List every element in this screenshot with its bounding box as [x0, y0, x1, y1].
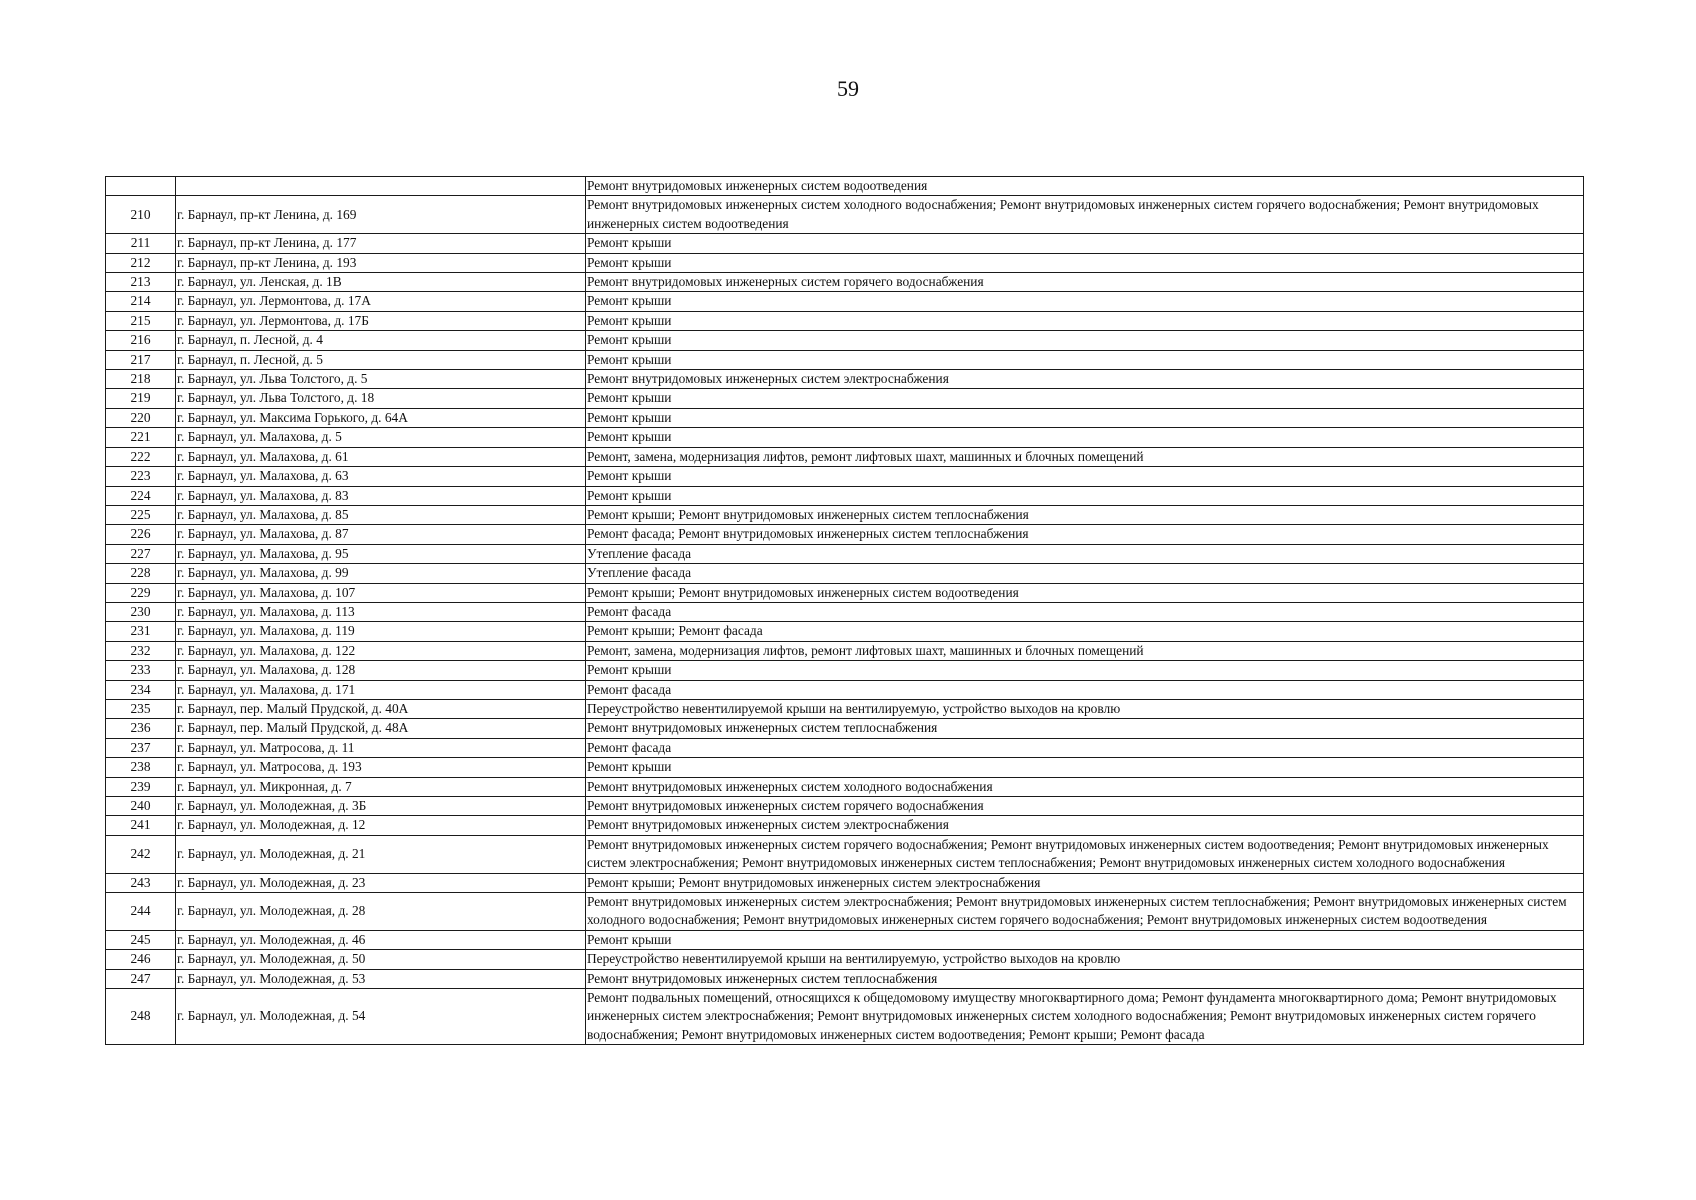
row-number: 219 [106, 389, 176, 408]
row-address: г. Барнаул, ул. Малахова, д. 95 [176, 544, 586, 563]
row-work-type: Ремонт крыши; Ремонт внутридомовых инженерных систем электроснабжения [586, 873, 1584, 892]
table-row [106, 893, 1584, 931]
row-number: 242 [106, 835, 176, 873]
row-work-type: Ремонт внутридомовых инженерных систем горячего водоснабжения; Ремонт внутридомовых инженерных систем водоотведения; Ремонт внутридомовых инженерных систем электроснабжения; Ремонт внутридомовых инженерных систем теплоснабжения; Ремонт внутридомовых инженерных систем холодного водоснабжения [586, 835, 1584, 873]
row-work-type: Ремонт, замена, модернизация лифтов, ремонт лифтовых шахт, машинных и блочных помещений [586, 641, 1584, 660]
table-row [106, 930, 1584, 949]
table-row [106, 177, 1584, 196]
row-number: 220 [106, 408, 176, 427]
row-address: г. Барнаул, пер. Малый Прудской, д. 48А [176, 719, 586, 738]
row-number: 221 [106, 428, 176, 447]
page-number: 59 [837, 76, 859, 101]
row-work-type: Ремонт, замена, модернизация лифтов, ремонт лифтовых шахт, машинных и блочных помещений [586, 447, 1584, 466]
row-number: 230 [106, 602, 176, 621]
table-row [106, 989, 1584, 1045]
row-address: г. Барнаул, ул. Молодежная, д. 53 [176, 969, 586, 988]
row-address: г. Барнаул, пр-кт Ленина, д. 177 [176, 234, 586, 253]
row-address: г. Барнаул, ул. Малахова, д. 5 [176, 428, 586, 447]
row-work-type: Ремонт фасада [586, 738, 1584, 757]
row-address: г. Барнаул, ул. Лермонтова, д. 17А [176, 292, 586, 311]
table-row [106, 389, 1584, 408]
row-address: г. Барнаул, ул. Молодежная, д. 12 [176, 816, 586, 835]
row-work-type: Ремонт крыши [586, 292, 1584, 311]
row-work-type: Ремонт внутридомовых инженерных систем теплоснабжения [586, 719, 1584, 738]
row-number: 227 [106, 544, 176, 563]
table-row [106, 797, 1584, 816]
table-row [106, 969, 1584, 988]
table-row [106, 661, 1584, 680]
row-address [176, 177, 586, 196]
row-work-type: Ремонт внутридомовых инженерных систем холодного водоснабжения [586, 777, 1584, 796]
row-work-type: Ремонт фасада [586, 680, 1584, 699]
row-address: г. Барнаул, пр-кт Ленина, д. 169 [176, 196, 586, 234]
row-number: 213 [106, 273, 176, 292]
row-work-type: Ремонт крыши [586, 311, 1584, 330]
table-row [106, 873, 1584, 892]
table-row [106, 525, 1584, 544]
row-address: г. Барнаул, ул. Малахова, д. 83 [176, 486, 586, 505]
row-number: 218 [106, 370, 176, 389]
row-number: 226 [106, 525, 176, 544]
row-number: 231 [106, 622, 176, 641]
row-work-type: Ремонт крыши [586, 930, 1584, 949]
row-number: 225 [106, 505, 176, 524]
row-number: 216 [106, 331, 176, 350]
row-address: г. Барнаул, ул. Матросова, д. 193 [176, 758, 586, 777]
table-row [106, 641, 1584, 660]
row-work-type: Ремонт крыши [586, 758, 1584, 777]
row-address: г. Барнаул, ул. Малахова, д. 107 [176, 583, 586, 602]
table-row [106, 467, 1584, 486]
table-row [106, 680, 1584, 699]
table-row [106, 408, 1584, 427]
row-number: 248 [106, 989, 176, 1045]
row-work-type: Ремонт внутридомовых инженерных систем горячего водоснабжения [586, 273, 1584, 292]
table-row [106, 292, 1584, 311]
row-address: г. Барнаул, ул. Молодежная, д. 3Б [176, 797, 586, 816]
repair-register-table [105, 176, 1584, 1045]
row-work-type: Ремонт крыши [586, 234, 1584, 253]
table-row [106, 311, 1584, 330]
row-address: г. Барнаул, п. Лесной, д. 4 [176, 331, 586, 350]
table-row [106, 505, 1584, 524]
row-work-type: Ремонт крыши; Ремонт внутридомовых инженерных систем теплоснабжения [586, 505, 1584, 524]
table-row [106, 331, 1584, 350]
row-number: 239 [106, 777, 176, 796]
row-address: г. Барнаул, ул. Лермонтова, д. 17Б [176, 311, 586, 330]
table-row [106, 583, 1584, 602]
row-number: 241 [106, 816, 176, 835]
row-address: г. Барнаул, ул. Льва Толстого, д. 18 [176, 389, 586, 408]
row-address: г. Барнаул, ул. Молодежная, д. 46 [176, 930, 586, 949]
row-number: 235 [106, 699, 176, 718]
table-row [106, 196, 1584, 234]
row-number: 247 [106, 969, 176, 988]
table-row [106, 622, 1584, 641]
row-work-type: Ремонт крыши; Ремонт фасада [586, 622, 1584, 641]
table-row [106, 602, 1584, 621]
row-address: г. Барнаул, ул. Молодежная, д. 54 [176, 989, 586, 1045]
table-row [106, 816, 1584, 835]
table-row [106, 350, 1584, 369]
table-row [106, 273, 1584, 292]
table-row [106, 719, 1584, 738]
row-work-type: Ремонт крыши [586, 428, 1584, 447]
table-row [106, 370, 1584, 389]
table-row [106, 447, 1584, 466]
table-row [106, 777, 1584, 796]
row-number: 211 [106, 234, 176, 253]
row-work-type: Ремонт внутридомовых инженерных систем электроснабжения [586, 370, 1584, 389]
row-number: 244 [106, 893, 176, 931]
table-row [106, 428, 1584, 447]
row-number: 232 [106, 641, 176, 660]
row-address: г. Барнаул, ул. Малахова, д. 85 [176, 505, 586, 524]
row-work-type: Ремонт крыши; Ремонт внутридомовых инженерных систем водоотведения [586, 583, 1584, 602]
row-address: г. Барнаул, ул. Малахова, д. 122 [176, 641, 586, 660]
row-work-type: Ремонт фасада [586, 602, 1584, 621]
row-address: г. Барнаул, пер. Малый Прудской, д. 40А [176, 699, 586, 718]
row-number: 237 [106, 738, 176, 757]
row-number: 212 [106, 253, 176, 272]
row-address: г. Барнаул, ул. Молодежная, д. 28 [176, 893, 586, 931]
table-row [106, 758, 1584, 777]
row-work-type: Ремонт крыши [586, 467, 1584, 486]
row-number: 236 [106, 719, 176, 738]
row-address: г. Барнаул, ул. Малахова, д. 119 [176, 622, 586, 641]
row-work-type: Переустройство невентилируемой крыши на вентилируемую, устройство выходов на кровлю [586, 699, 1584, 718]
row-number: 243 [106, 873, 176, 892]
row-work-type: Ремонт крыши [586, 486, 1584, 505]
row-work-type: Ремонт внутридомовых инженерных систем электроснабжения; Ремонт внутридомовых инженерных систем теплоснабжения; Ремонт внутридомовых инженерных систем холодного водоснабжения; Ремонт внутридомовых инженерных систем горячего водоснабжения; Ремонт внутридомовых инженерных систем водоотведения [586, 893, 1584, 931]
row-address: г. Барнаул, ул. Ленская, д. 1В [176, 273, 586, 292]
table-row [106, 234, 1584, 253]
row-number: 228 [106, 564, 176, 583]
row-work-type: Ремонт внутридомовых инженерных систем электроснабжения [586, 816, 1584, 835]
row-work-type: Утепление фасада [586, 564, 1584, 583]
row-work-type: Ремонт крыши [586, 408, 1584, 427]
row-number: 229 [106, 583, 176, 602]
table-row [106, 950, 1584, 969]
row-work-type: Ремонт внутридомовых инженерных систем холодного водоснабжения; Ремонт внутридомовых инженерных систем горячего водоснабжения; Ремонт внутридомовых инженерных систем водоотведения [586, 196, 1584, 234]
table-row [106, 253, 1584, 272]
row-number: 245 [106, 930, 176, 949]
row-work-type: Ремонт крыши [586, 331, 1584, 350]
row-number: 223 [106, 467, 176, 486]
row-work-type: Ремонт внутридомовых инженерных систем теплоснабжения [586, 969, 1584, 988]
row-address: г. Барнаул, ул. Малахова, д. 63 [176, 467, 586, 486]
table-row [106, 486, 1584, 505]
row-work-type: Утепление фасада [586, 544, 1584, 563]
row-address: г. Барнаул, ул. Малахова, д. 99 [176, 564, 586, 583]
row-address: г. Барнаул, пр-кт Ленина, д. 193 [176, 253, 586, 272]
row-address: г. Барнаул, п. Лесной, д. 5 [176, 350, 586, 369]
table-row [106, 699, 1584, 718]
row-work-type: Ремонт крыши [586, 253, 1584, 272]
row-address: г. Барнаул, ул. Матросова, д. 11 [176, 738, 586, 757]
row-address: г. Барнаул, ул. Молодежная, д. 21 [176, 835, 586, 873]
row-address: г. Барнаул, ул. Максима Горького, д. 64А [176, 408, 586, 427]
row-address: г. Барнаул, ул. Льва Толстого, д. 5 [176, 370, 586, 389]
table-row [106, 544, 1584, 563]
register-body [106, 177, 1584, 1045]
row-address: г. Барнаул, ул. Малахова, д. 61 [176, 447, 586, 466]
row-number: 217 [106, 350, 176, 369]
row-work-type: Ремонт подвальных помещений, относящихся к общедомовому имуществу многоквартирного дома; Ремонт фундамента многоквартирного дома; Ремонт внутридомовых инженерных систем электроснабжения; Ремонт внутридомовых инженерных систем холодного водоснабжения; Ремонт внутридомовых инженерных систем горячего водоснабжения; Ремонт внутридомовых инженерных систем водоотведения; Ремонт крыши; Ремонт фасада [586, 989, 1584, 1045]
row-address: г. Барнаул, ул. Малахова, д. 87 [176, 525, 586, 544]
row-number: 240 [106, 797, 176, 816]
row-number: 233 [106, 661, 176, 680]
row-number: 214 [106, 292, 176, 311]
table-row [106, 738, 1584, 757]
row-number: 234 [106, 680, 176, 699]
row-number [106, 177, 176, 196]
row-number: 224 [106, 486, 176, 505]
row-address: г. Барнаул, ул. Малахова, д. 113 [176, 602, 586, 621]
row-work-type: Ремонт крыши [586, 389, 1584, 408]
table-row [106, 835, 1584, 873]
row-work-type: Ремонт внутридомовых инженерных систем горячего водоснабжения [586, 797, 1584, 816]
row-work-type: Переустройство невентилируемой крыши на вентилируемую, устройство выходов на кровлю [586, 950, 1584, 969]
table-row [106, 564, 1584, 583]
row-work-type: Ремонт крыши [586, 661, 1584, 680]
row-address: г. Барнаул, ул. Молодежная, д. 23 [176, 873, 586, 892]
row-address: г. Барнаул, ул. Малахова, д. 128 [176, 661, 586, 680]
row-number: 246 [106, 950, 176, 969]
row-work-type: Ремонт крыши [586, 350, 1584, 369]
row-work-type: Ремонт фасада; Ремонт внутридомовых инженерных систем теплоснабжения [586, 525, 1584, 544]
row-number: 222 [106, 447, 176, 466]
row-address: г. Барнаул, ул. Малахова, д. 171 [176, 680, 586, 699]
row-address: г. Барнаул, ул. Микронная, д. 7 [176, 777, 586, 796]
row-address: г. Барнаул, ул. Молодежная, д. 50 [176, 950, 586, 969]
row-work-type: Ремонт внутридомовых инженерных систем водоотведения [586, 177, 1584, 196]
row-number: 210 [106, 196, 176, 234]
row-number: 215 [106, 311, 176, 330]
row-number: 238 [106, 758, 176, 777]
